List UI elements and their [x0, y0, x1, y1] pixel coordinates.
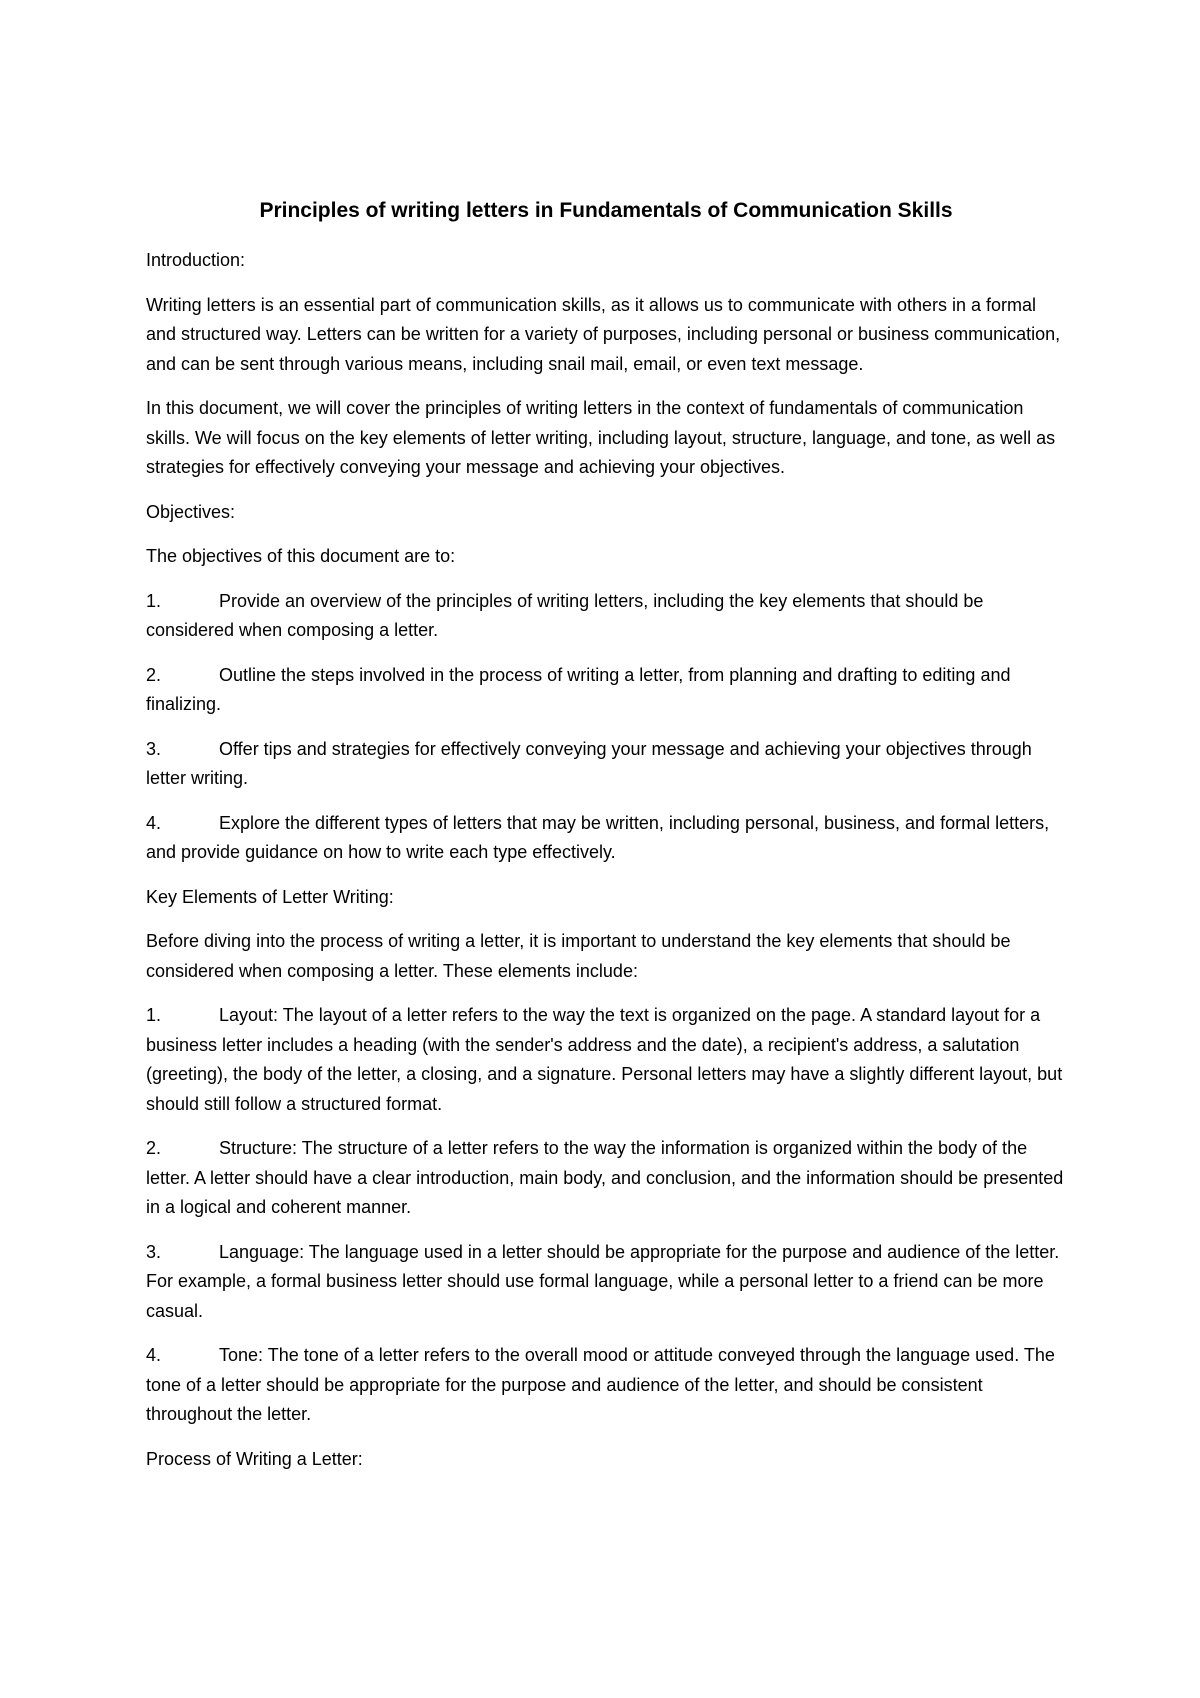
objective-item	[146, 587, 1066, 646]
key-element-item	[146, 1238, 1066, 1327]
key-element-text: Layout: The layout of a letter refers to the way the text is organized on the page. A standard layout for a business letter includes a heading (with the sender's address and the date), a recipient's address, a salutation (greeting), the body of the letter, a closing, and a signature. Personal letters may have a slightly different layout, but should still follow a structured format.	[146, 1005, 1063, 1114]
key-element-text: Tone: The tone of a letter refers to the overall mood or attitude conveyed through the language used. The tone of a letter should be appropriate for the purpose and audience of the letter, and should be consistent throughout the letter.	[146, 1345, 1055, 1424]
objective-number: 1.	[146, 590, 162, 611]
document-page	[146, 196, 1066, 1489]
objectives-intro: The objectives of this document are to:	[146, 546, 456, 566]
key-element-number: 1.	[146, 1005, 162, 1025]
key-element-number: 3.	[146, 1241, 162, 1262]
introduction-paragraph: Writing letters is an essential part of communication skills, as it allows us to communicate with others in a formal and structured way. Letters can be written for a variety of purposes, including personal or business communication, and can be sent through various means, including snail mail, email, or even text message.	[146, 294, 1061, 374]
introduction-paragraph: In this document, we will cover the principles of writing letters in the context of fundamentals of communication skills. We will focus on the key elements of letter writing, including layout, structure, language, and tone, as well as strategies for effectively conveying your message and achieving your objectives.	[146, 398, 1056, 477]
objective-text: Outline the steps involved in the process of writing a letter, from planning and drafting to editing and finalizing.	[146, 664, 1011, 714]
introduction-heading: Introduction:	[146, 250, 246, 270]
process-heading: Process of Writing a Letter:	[146, 1448, 363, 1469]
objective-number: 4.	[146, 812, 162, 833]
key-element-item	[146, 1001, 1066, 1119]
objective-text: Provide an overview of the principles of writing letters, including the key elements that should be considered when composing a letter.	[146, 590, 984, 640]
objective-text: Offer tips and strategies for effectively conveying your message and achieving your objectives through letter writing.	[146, 738, 1032, 788]
objective-text: Explore the different types of letters that may be written, including personal, business, and formal letters, and provide guidance on how to write each type effectively.	[146, 812, 1050, 862]
key-element-text: Language: The language used in a letter should be appropriate for the purpose and audience of the letter. For example, a formal business letter should use formal language, while a personal letter to a friend can be more casual.	[146, 1241, 1060, 1321]
key-elements-intro: Before diving into the process of writing a letter, it is important to understand the key elements that should be considered when composing a letter. These elements include:	[146, 931, 1011, 981]
objective-number: 3.	[146, 738, 162, 759]
key-element-number: 4.	[146, 1345, 162, 1365]
objective-item	[146, 661, 1066, 720]
key-element-number: 2.	[146, 1138, 162, 1158]
key-element-item	[146, 1134, 1066, 1223]
document-title: Principles of writing letters in Fundamentals of Communication Skills	[259, 199, 953, 222]
objective-item	[146, 809, 1066, 868]
key-elements-heading: Key Elements of Letter Writing:	[146, 886, 394, 907]
key-element-item	[146, 1341, 1066, 1430]
key-element-text: Structure: The structure of a letter refers to the way the information is organized within the body of the letter. A letter should have a clear introduction, main body, and conclusion, and the information should be presented in a logical and coherent manner.	[146, 1138, 1064, 1217]
objective-number: 2.	[146, 664, 162, 685]
objectives-heading: Objectives:	[146, 501, 236, 522]
objective-item	[146, 735, 1066, 794]
